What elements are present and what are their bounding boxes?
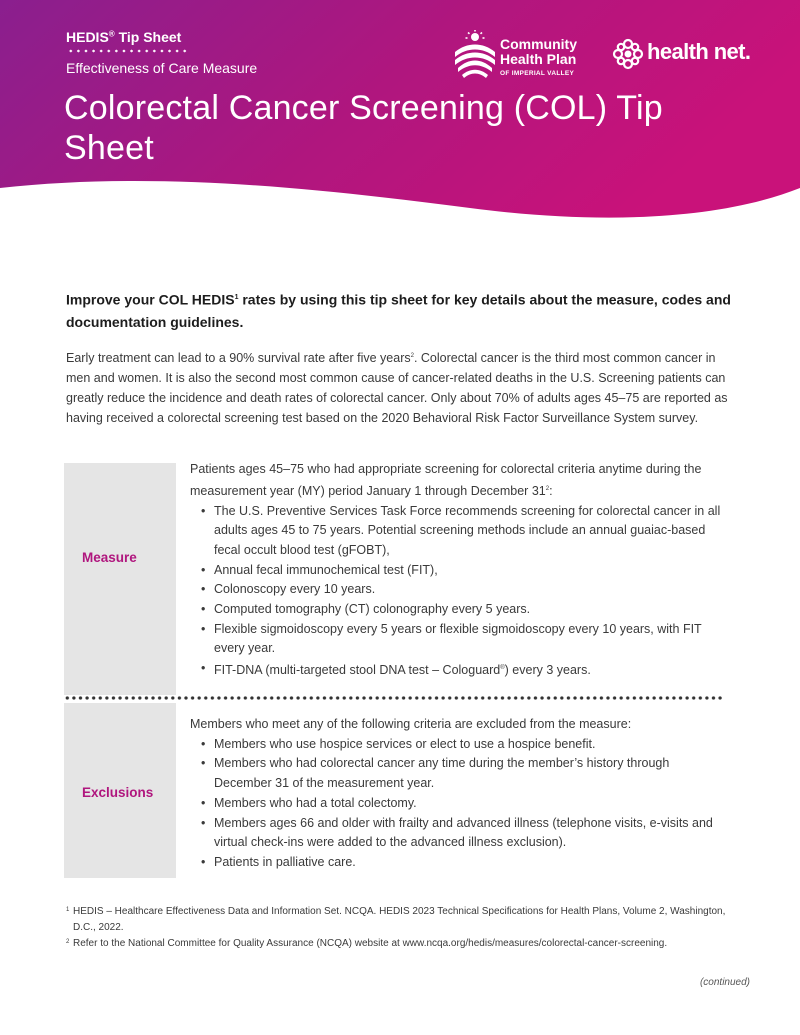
exclusions-lead: Members who meet any of the following criteria are excluded from the measure:: [190, 717, 632, 731]
page-header: [0, 0, 800, 225]
exclusions-content: [190, 715, 730, 873]
dotted-separator: [67, 49, 189, 53]
dotted-divider: [64, 695, 724, 701]
community-health-plan-logo: [452, 30, 592, 82]
list-item: • Members ages 66 and older with frailty and advanced illness (telephone visits, e-visits and virtual check-ins were added to the advanced illness exclusion).: [214, 814, 730, 853]
list-item: • Colonoscopy every 10 years.: [214, 580, 730, 600]
measure-bullet-list: [214, 502, 730, 681]
header-subtitle: Effectiveness of Care Measure: [66, 60, 258, 76]
list-item: • Flexible sigmoidoscopy every 5 years or flexible sigmoidoscopy every 10 years, with FIT every year.: [214, 620, 730, 659]
list-item: • Patients in palliative care.: [214, 853, 730, 873]
health-net-logo: [612, 38, 762, 72]
footnote: 2 Refer to the National Committee for Quality Assurance (NCQA) website at www.ncqa.org/hedis/measures/colorectal-cancer-screening.: [66, 938, 668, 949]
chp-logo-line2: Health Plan: [500, 51, 577, 67]
measure-label-cell: [64, 463, 176, 695]
exclusions-label: Exclusions: [82, 785, 154, 800]
chp-logo-line3: OF IMPERIAL VALLEY: [500, 70, 575, 77]
health-net-wordmark: health net.: [647, 39, 751, 64]
measure-lead: Patients ages 45–75 who had appropriate screening for colorectal criteria anytime during the measurement year (MY) period January 1 through December $31^2$:: [190, 462, 702, 498]
chp-logo-line1: Community: [500, 36, 577, 52]
chp-emblem-icon: [452, 30, 498, 80]
footnote: 1 HEDIS – Healthcare Effectiveness Data and Information Set. NCQA. HEDIS 2023 Technical Specifications for Health Plans, Volume 2, Washington, D.C., 2022.: [66, 906, 726, 933]
health-net-emblem-icon: [612, 38, 644, 70]
footnotes: [66, 904, 746, 952]
measure-content: [190, 460, 730, 681]
list-item: • Members who use hospice services or elect to use a hospice benefit.: [214, 735, 730, 755]
list-item: • The U.S. Preventive Services Task Force recommends screening for colorectal cancer in all adults ages 45 to 75 years. Potential screening methods include an annual guaiac-based fecal occult blood test (gFOBT),: [214, 502, 730, 561]
page-title: Colorectal Cancer Screening (COL) Tip Sheet: [64, 89, 663, 167]
list-item: • FIT-DNA (multi-targeted stool DNA test – Cologuard®) every 3 years.: [214, 659, 730, 681]
intro-lead: Improve your COL HEDIS$^1$ rates by using this tip sheet for key details about the measure, codes and documentation guidelines.: [66, 291, 731, 330]
measure-label: Measure: [82, 550, 137, 565]
list-item: • Annual fecal immunochemical test (FIT),: [214, 561, 730, 581]
continued-note: (continued): [699, 977, 750, 988]
intro-paragraph: Early treatment can lead to a 90% survival rate after five years$^2$. Colorectal cancer is the third most common cancer in men and women. It is also the second most common cause of cancer-related deaths in the U.S. Screening patients can greatly reduce the incidence and death rates of colorectal cancer. Only about 70% of adults ages 45–75 are reported as having received a colorectal screening test based on the 2020 Behavioral Risk Factor Surveillance System survey.: [66, 351, 728, 426]
hedis-tip-sheet-label: HEDIS® Tip Sheet: [66, 29, 182, 45]
list-item: • Members who had colorectal cancer any time during the member’s history through December 31 of the measurement year.: [214, 754, 730, 793]
list-item: • Members who had a total colectomy.: [214, 794, 730, 814]
list-item: • Computed tomography (CT) colonography every 5 years.: [214, 600, 730, 620]
exclusions-bullet-list: [214, 735, 730, 873]
